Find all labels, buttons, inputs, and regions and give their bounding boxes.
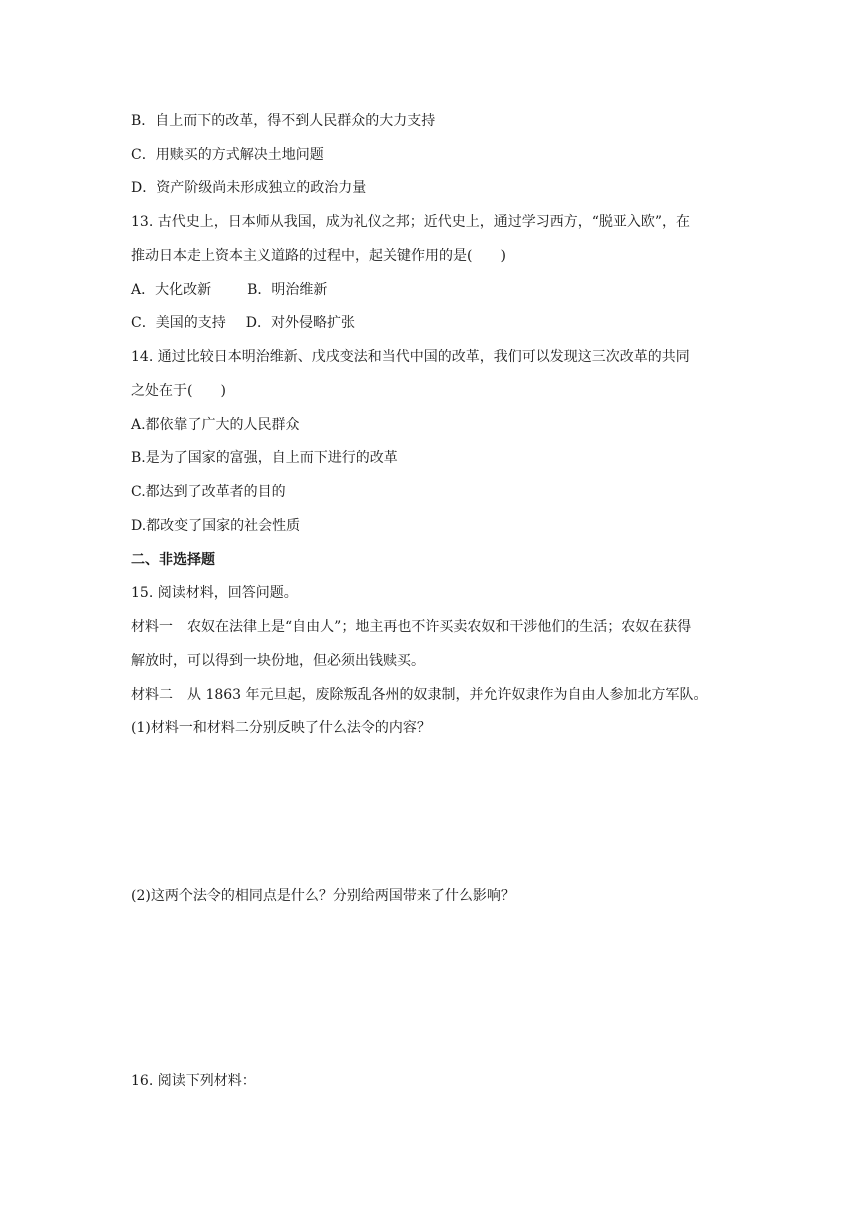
q13-stem-line1: 13. 古代史上，日本师从我国，成为礼仪之邦；近代史上，通过学习西方，“脱亚入欧”，在 bbox=[131, 214, 691, 230]
q15-material1-line2: 解放时，可以得到一块份地，但必须出钱赎买。 bbox=[131, 653, 425, 669]
q13-option-c: C．美国的支持 bbox=[131, 315, 226, 331]
q15-material1-line1: 材料一 农奴在法律上是“自由人”；地主再也不许买卖农奴和干涉他们的生活；农奴在获得 bbox=[131, 619, 692, 635]
q14-option-c: C.都达到了改革者的目的 bbox=[131, 484, 286, 500]
q14-stem-line1: 14. 通过比较日本明治维新、戊戌变法和当代中国的改革，我们可以发现这三次改革的共同 bbox=[131, 349, 690, 365]
q12-option-d: D．资产阶级尚未形成独立的政治力量 bbox=[131, 180, 367, 196]
q15-material2: 材料二 从 1863 年元旦起，废除叛乱各州的奴隶制，并允许奴隶作为自由人参加北方军队。 bbox=[131, 687, 708, 703]
q14-option-b: B.是为了国家的富强，自上而下进行的改革 bbox=[131, 450, 398, 466]
q12-option-c: C．用赎买的方式解决土地问题 bbox=[131, 147, 324, 163]
q13-option-d: D．对外侵略扩张 bbox=[245, 315, 355, 331]
q13-options-row2 bbox=[131, 313, 355, 333]
q13-options-row1 bbox=[131, 280, 327, 300]
q12-option-b: B．自上而下的改革，得不到人民群众的大力支持 bbox=[131, 113, 436, 129]
q15-sub-question-2: (2)这两个法令的相同点是什么？分别给两国带来了什么影响？ bbox=[131, 888, 515, 904]
q14-option-a: A.都依靠了广大的人民群众 bbox=[131, 417, 300, 433]
q13-stem-line2: 推动日本走上资本主义道路的过程中，起关键作用的是( ) bbox=[131, 248, 506, 264]
q14-option-d: D.都改变了国家的社会性质 bbox=[131, 518, 301, 534]
q16-stem: 16. 阅读下列材料： bbox=[131, 1073, 256, 1089]
q15-sub-question-1: (1)材料一和材料二分别反映了什么法令的内容？ bbox=[131, 720, 431, 736]
q13-option-b: B．明治维新 bbox=[247, 282, 328, 298]
q13-option-a: A．大化改新 bbox=[131, 282, 212, 298]
q14-stem-line2: 之处在于( ) bbox=[131, 383, 226, 399]
section-title: 二、非选择题 bbox=[131, 552, 215, 568]
q15-stem: 15. 阅读材料，回答问题。 bbox=[131, 585, 298, 601]
